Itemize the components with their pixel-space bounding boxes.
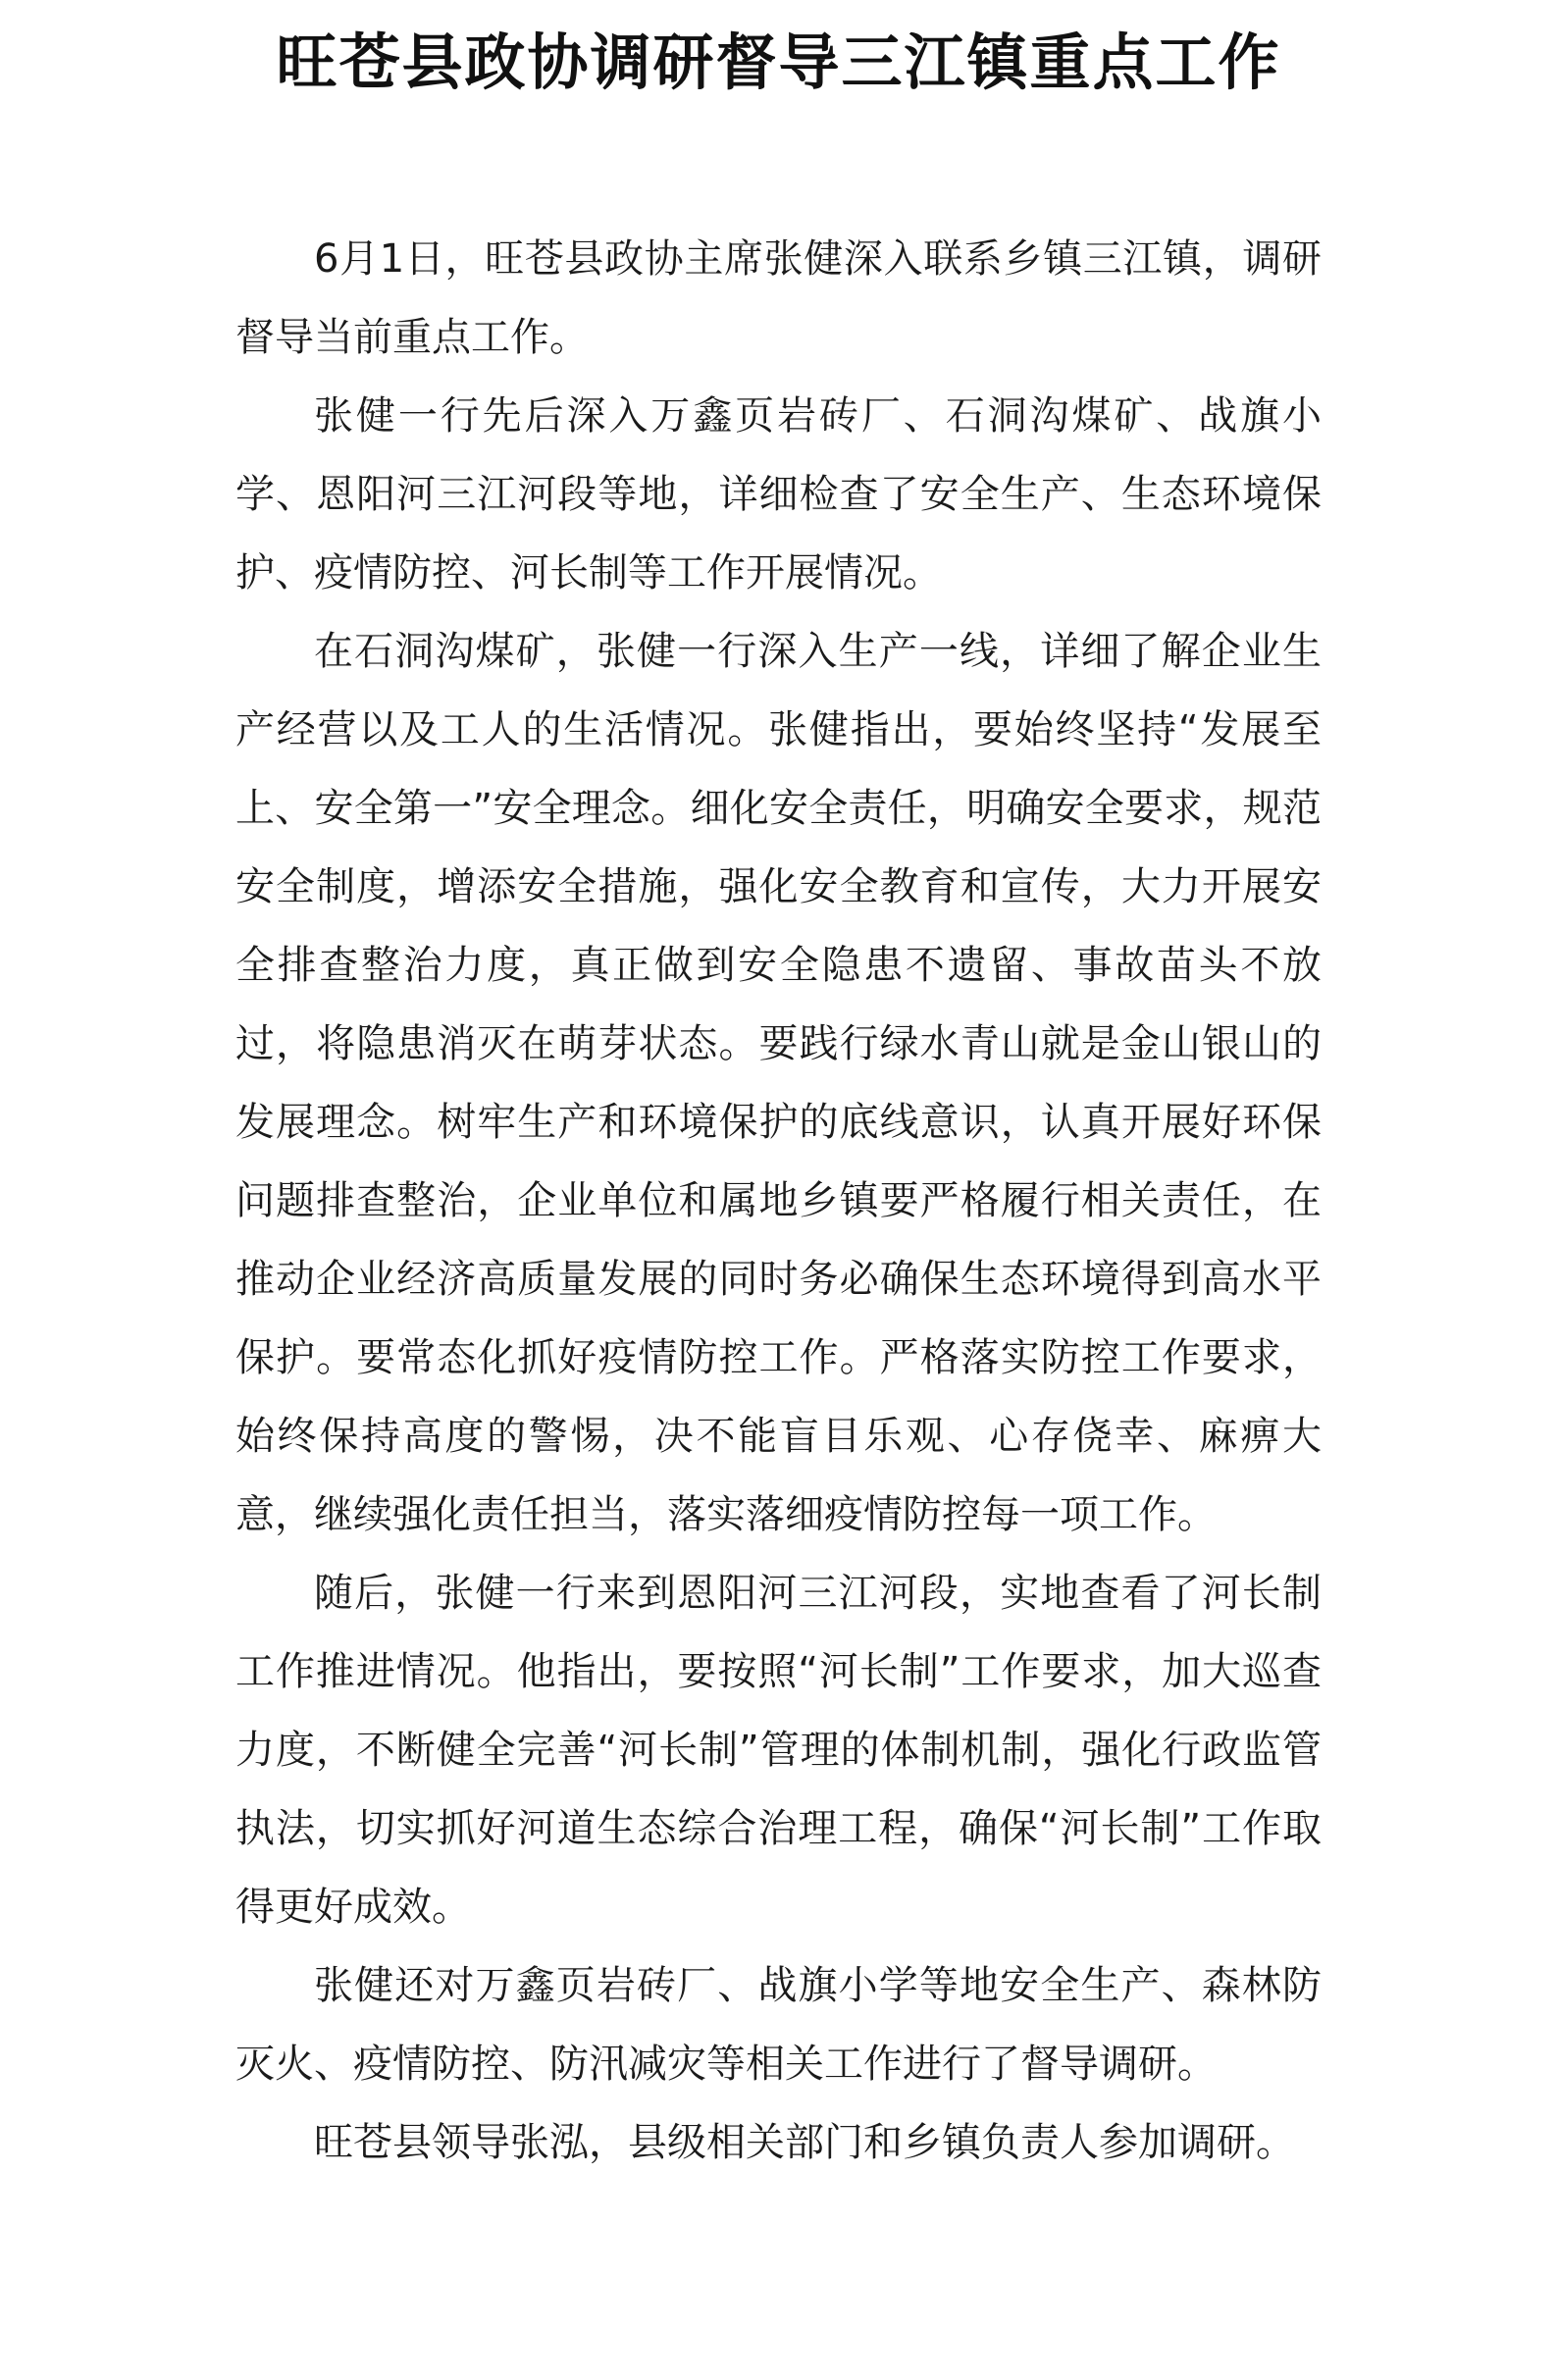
document-title: 旺苍县政协调研督导三江镇重点工作	[276, 26, 1281, 98]
paragraph-participants: 旺苍县领导张泓，县级相关部门和乡镇负责人参加调研。	[314, 2120, 1295, 2165]
paragraph-river-chief: 随后，张健一行来到恩阳河三江河段，实地查看了河长制工作推进情况。他指出，要按照“河长制”工作要求，加大巡查力度，不断健全完善“河长制”管理的体制机制，强化行政监管执法，切实抓好河道生态综合治理工程，确保“河长制”工作取得更好成效。	[235, 1571, 1322, 1930]
paragraph-intro: 6月1日，旺苍县政协主席张健深入联系乡镇三江镇，调研督导当前重点工作。	[235, 236, 1322, 360]
document-body	[235, 220, 1322, 2182]
paragraph-other-supervision: 张健还对万鑫页岩砖厂、战旗小学等地安全生产、森林防灭火、疫情防控、防汛减灾等相关工作进行了督导调研。	[235, 1963, 1322, 2087]
paragraph-coal-mine: 在石洞沟煤矿，张健一行深入生产一线，详细了解企业生产经营以及工人的生活情况。张健指出，要始终坚持“发展至上、安全第一”安全理念。细化安全责任，明确安全要求，规范安全制度，增添安全措施，强化安全教育和宣传，大力开展安全排查整治力度，真正做到安全隐患不遗留、事故苗头不放过，将隐患消灭在萌芽状态。要践行绿水青山就是金山银山的发展理念。树牢生产和环境保护的底线意识，认真开展好环保问题排查整治，企业单位和属地乡镇要严格履行相关责任，在推动企业经济高质量发展的同时务必确保生态环境得到高水平保护。要常态化抓好疫情防控工作。严格落实防控工作要求，始终保持高度的警惕，决不能盲目乐观、心存侥幸、麻痹大意，继续强化责任担当，落实落细疫情防控每一项工作。	[235, 629, 1322, 1537]
paragraph-inspection-sites: 张健一行先后深入万鑫页岩砖厂、石洞沟煤矿、战旗小学、恩阳河三江河段等地，详细检查了安全生产、生态环境保护、疫情防控、河长制等工作开展情况。	[235, 393, 1322, 595]
